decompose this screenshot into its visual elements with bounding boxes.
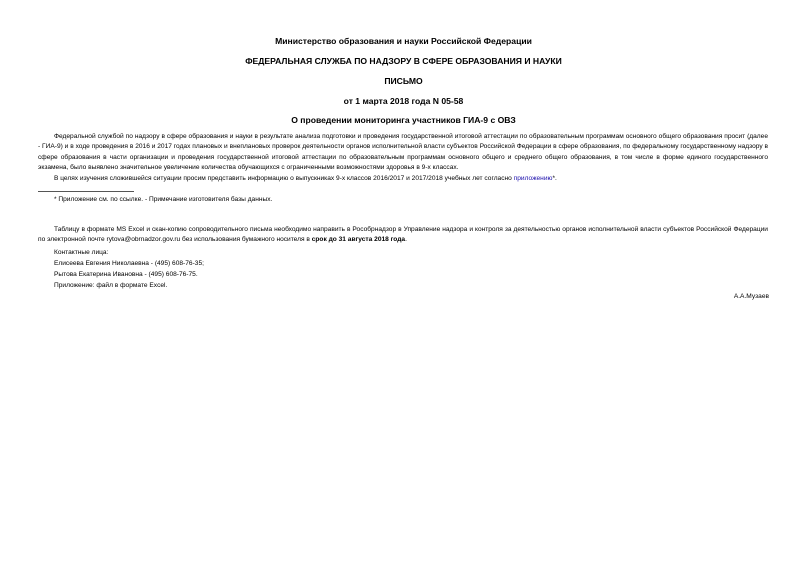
request-footnote-mark: *. [552, 174, 557, 182]
instructions-block [38, 225, 768, 246]
contact-person-1: Елисеева Евгения Николаевна - (495) 608-76-35; [54, 260, 204, 267]
instructions-text: Таблицу в формате MS Excel и скан-копию сопроводительного письма необходимо направить в Рособрнадзор в Управление надзора и контроля за деятельностью органов исполнительной власти субъектов Российской Федерации по электронной почте rytova@obrnadzor.gov.ru без использования бумажного носителя в [38, 226, 768, 244]
contact-person-2: Рытова Екатерина Ивановна - (495) 608-76-75. [54, 271, 198, 278]
paragraph-instructions [38, 225, 768, 246]
signature: А.А.Музаев [733, 293, 769, 300]
footnote-divider [38, 191, 134, 192]
document-subject: О проведении мониторинга участников ГИА-9 с ОВЗ [291, 115, 516, 125]
main-text-block [38, 132, 768, 184]
attachment-note: Приложение: файл в формате Excel. [54, 282, 168, 289]
footnote-text: * Приложение см. по ссылке. - Примечание изготовителя базы данных. [54, 196, 273, 203]
request-text: В целях изучения сложившейся ситуации просим представить информацию о выпускниках 9-х классов 2016/2017 и 2017/2018 учебных лет согласно [54, 174, 514, 182]
document-date-number: от 1 марта 2018 года N 05-58 [343, 96, 464, 106]
contacts-label: Контактные лица: [54, 249, 109, 256]
instructions-end: . [405, 236, 407, 244]
paragraph-request [38, 174, 768, 184]
document-type: ПИСЬМО [384, 76, 423, 86]
deadline-text: срок до 31 августа 2018 года [311, 236, 406, 244]
appendix-link[interactable]: приложению [513, 174, 553, 182]
paragraph-analysis: Федеральной службой по надзору в сфере образования и науки в результате анализа подготовки и проведения государственной итоговой аттестации по образовательным программам основного общего образования просит (далее - ГИА-9) и в ходе проведения в 2016 и 2017 годах плановых и внеплановых проверок деятельности органов исполнительной власти субъектов Российской Федерации в сфере образования, по федеральному государственному надзору в сфере образования в части организации и проведения государственной итоговой аттестации по образовательным программам основного общего и среднего общего образования, в том числе в форме единого государственного экзамена, было выявлено значительное увеличение количества обучающихся с ограниченными возможностями здоровья в 9-х классах. [38, 133, 768, 172]
ministry-title: Министерство образования и науки Российской Федерации [275, 36, 532, 46]
service-title: ФЕДЕРАЛЬНАЯ СЛУЖБА ПО НАДЗОРУ В СФЕРЕ ОБРАЗОВАНИЯ И НАУКИ [245, 56, 562, 66]
